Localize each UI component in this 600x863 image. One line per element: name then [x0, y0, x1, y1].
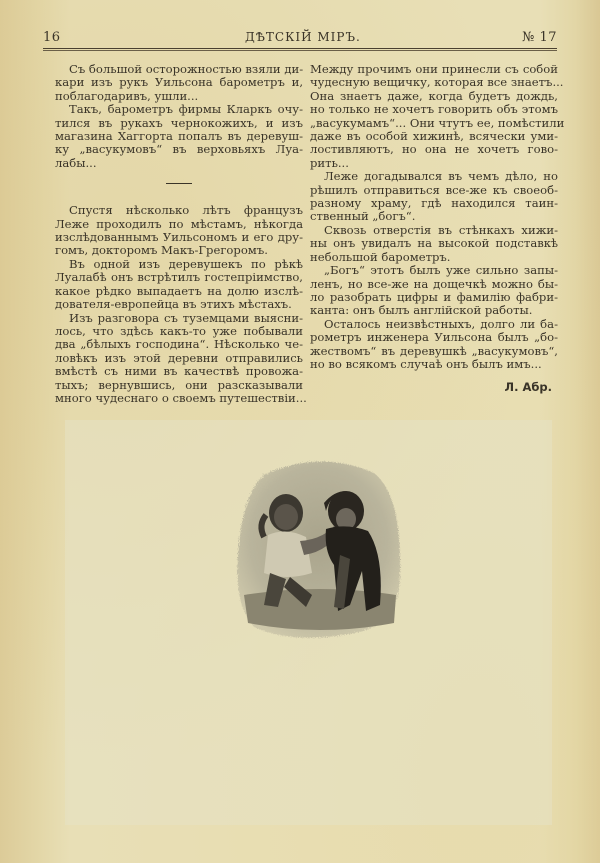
text-line: разному храму, гдѣ находился таин- — [310, 196, 558, 211]
text-line: Леже догадывался въ чемъ дѣло, но — [324, 169, 558, 184]
paragraph — [310, 318, 558, 372]
text-line: Спустя нѣсколько лѣтъ французъ — [69, 203, 303, 218]
left-column — [55, 62, 307, 405]
text-line: ло разобрать цифры и фамилію фабри- — [310, 289, 558, 304]
text-line: даже въ особой хижинѣ, всячески уми- — [310, 129, 558, 144]
text-line: Сквозь отверстія въ стѣнкахъ хижи- — [324, 222, 558, 237]
text-line: ственный „богъ“. — [310, 209, 416, 224]
running-header — [43, 30, 557, 49]
photo-child-with-chimpanzee — [234, 455, 404, 639]
text-line: ловѣкъ изъ этой деревни отправились — [55, 350, 303, 365]
text-line: Луалабѣ онъ встрѣтилъ гостепріимство, — [55, 270, 303, 285]
text-line: Съ большой осторожностью взяли ди- — [69, 62, 304, 76]
paragraph — [310, 62, 565, 170]
text-line: Она знаетъ даже, когда будетъ дождь, — [310, 88, 558, 103]
text-line: рѣшилъ отправиться все-же къ своеоб- — [310, 182, 558, 197]
author-signature: Л. Абр. — [504, 380, 552, 395]
text-line: лабы... — [55, 155, 97, 170]
text-line: чудесную вещичку, которая все знаетъ... — [310, 75, 564, 90]
text-line: Между прочимъ они принесли съ собой — [310, 62, 558, 76]
text-line: небольшой барометръ. — [310, 249, 451, 264]
text-line: изслѣдованнымъ Уильсономъ и его дру- — [55, 230, 303, 245]
journal-title: ДѢТСКІЙ МІРЪ. — [245, 30, 361, 44]
text-line: тился въ рукахъ чернокожихъ, и изъ — [55, 115, 303, 130]
text-line: рить... — [310, 155, 349, 170]
text-line: поблагодаривъ, ушли... — [55, 88, 199, 103]
text-line: „васукумамъ“... Они чтутъ ее, помѣстили — [310, 115, 565, 130]
text-line: ленъ, но все-же на дощечкѣ можно бы- — [310, 276, 558, 291]
text-line: много чудеснаго о своемъ путешествіи... — [55, 390, 307, 405]
text-line: два „бѣлыхъ господина“. Нѣсколько че- — [55, 337, 303, 352]
text-line: кари изъ рукъ Уильсона барометръ и, — [55, 75, 303, 90]
text-line: Леже проходилъ по мѣстамъ, нѣкогда — [55, 216, 303, 231]
text-line: канта: онъ былъ англійской работы. — [310, 303, 533, 318]
text-line: Изъ разговора съ туземцами выясни- — [69, 310, 303, 325]
paragraph — [310, 170, 558, 224]
right-column — [310, 62, 565, 395]
section-divider — [166, 183, 192, 184]
text-line: лостивляютъ, но она не хочетъ гово- — [310, 142, 558, 157]
text-line: ку „васукумовъ“ въ верховьяхъ Луа- — [55, 142, 303, 157]
issue-number: № 17 — [522, 30, 557, 45]
text-line: лось, что здѣсь какъ-то уже побывали — [55, 323, 303, 338]
paragraph — [310, 264, 558, 318]
text-line: но только не хочетъ говорить объ этомъ — [310, 102, 558, 117]
text-line: магазина Хаггорта попалъ въ деревуш- — [55, 129, 303, 144]
text-line: какое рѣдко выпадаетъ на долю изслѣ- — [55, 283, 303, 298]
page-number: 16 — [43, 30, 61, 45]
paragraph — [55, 258, 303, 312]
text-line: тыхъ; вернувшись, они разсказывали — [55, 377, 303, 392]
text-line: ны онъ увидалъ на высокой подставкѣ — [310, 236, 558, 251]
paragraph — [310, 224, 558, 264]
text-line: жествомъ“ въ деревушкѣ „васукумовъ“, — [310, 343, 558, 358]
text-line: Осталось неизвѣстныхъ, долго ли ба- — [324, 316, 558, 331]
paragraph — [55, 310, 307, 406]
text-line: „Богъ“ этотъ былъ уже сильно запы- — [324, 263, 558, 278]
paragraph — [55, 63, 303, 103]
text-line: гомъ, докторомъ Макъ-Грегоромъ. — [55, 243, 268, 258]
text-line: Такъ, барометръ фирмы Кларкъ очу- — [69, 102, 303, 117]
text-line: вмѣстѣ съ ними въ качествѣ провожа- — [55, 364, 303, 379]
text-line: Въ одной изъ деревушекъ по рѣкѣ — [69, 256, 303, 271]
paragraph — [55, 204, 303, 258]
text-line: дователя-европейца въ этихъ мѣстахъ. — [55, 297, 292, 312]
text-line: рометръ инженера Уильсона былъ „бо- — [310, 330, 558, 345]
paragraph — [55, 103, 303, 170]
text-line: но во всякомъ случаѣ онъ былъ имъ... — [310, 356, 542, 371]
